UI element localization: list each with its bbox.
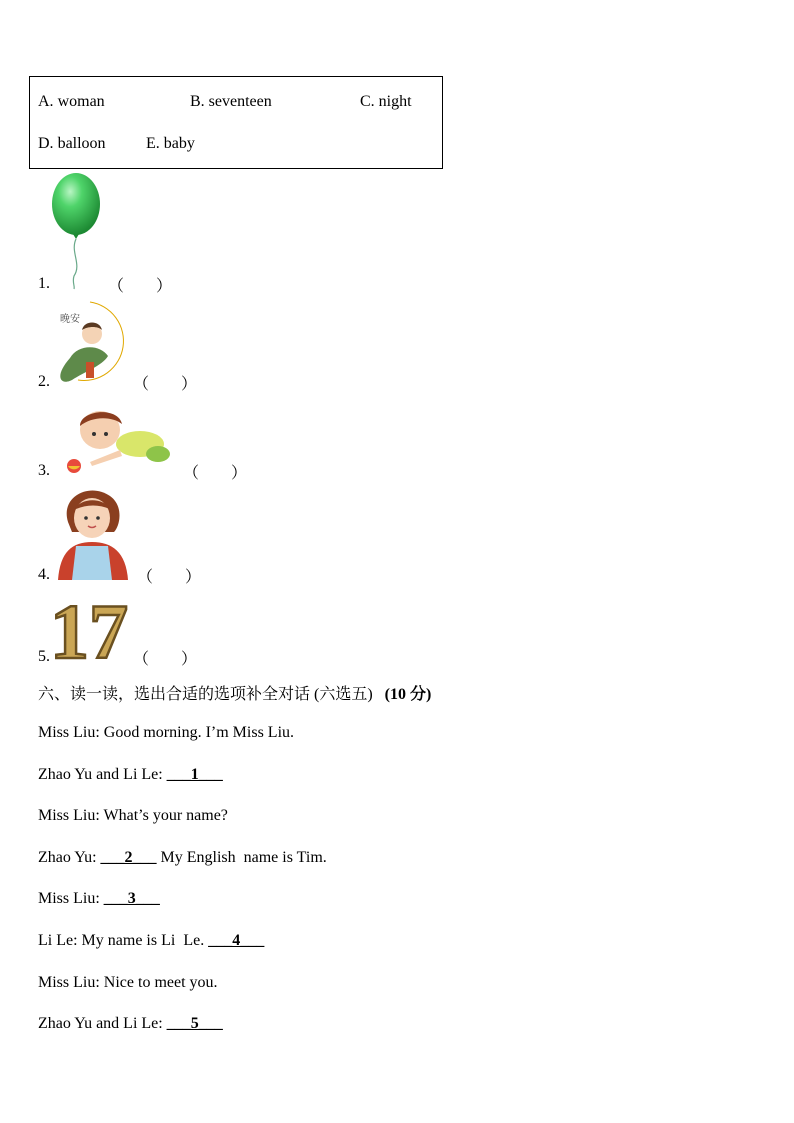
dialogue-line [38, 890, 160, 908]
answer-parentheses[interactable]: （ ） [183, 465, 248, 482]
option-letter: E. [146, 135, 160, 152]
dialogue-line [38, 974, 218, 992]
dialogue-line [38, 1015, 223, 1033]
option-word: balloon [57, 135, 106, 152]
option-b [190, 93, 272, 111]
line-text: What’s your name? [99, 807, 228, 824]
item-number: 2. [38, 373, 50, 390]
option-word: night [378, 93, 412, 110]
option-letter: D. [38, 135, 54, 152]
answer-parentheses[interactable]: （ ） [133, 651, 198, 668]
option-word: seventeen [208, 93, 272, 110]
option-c [360, 93, 412, 111]
option-letter: C. [360, 93, 375, 110]
moon-text: 晚安 [60, 314, 80, 325]
baby-picture [60, 404, 172, 476]
dialogue-line [38, 766, 223, 784]
option-e [146, 135, 195, 153]
dialogue-line [38, 724, 294, 742]
answer-parentheses[interactable]: （ ） [137, 569, 202, 586]
speaker: Zhao Yu and Li Le: [38, 766, 163, 783]
item-number: 4. [38, 566, 50, 583]
answer-parentheses[interactable]: （ ） [108, 278, 173, 295]
section-heading [38, 681, 431, 704]
option-letter: A. [38, 93, 54, 110]
option-word: woman [57, 93, 105, 110]
dialogue-line [38, 849, 327, 867]
item-number: 3. [38, 462, 50, 479]
option-a [38, 93, 105, 111]
section-title: 六、读一读，选出合适的选项补全对话 (六选五) [38, 686, 373, 703]
speaker: Zhao Yu: [38, 849, 97, 866]
item-number: 1. [38, 275, 50, 292]
number-seventeen-picture [50, 590, 130, 664]
speaker: Miss Liu: [38, 974, 100, 991]
answer-blank[interactable]: ___4___ [208, 932, 265, 949]
speaker: Miss Liu: [38, 724, 100, 741]
moon-child-picture [50, 300, 132, 388]
answer-blank[interactable]: ___2___ [100, 849, 157, 866]
dialogue-line [38, 807, 228, 825]
answer-blank[interactable]: ___1___ [166, 766, 223, 783]
line-text: Nice to meet you. [99, 974, 218, 991]
option-letter: B. [190, 93, 205, 110]
section-score: (10 分) [384, 686, 432, 703]
speaker: Zhao Yu and Li Le: [38, 1015, 163, 1032]
balloon-picture [50, 172, 104, 290]
line-after-text: My English name is Tim. [156, 849, 327, 866]
option-word: baby [163, 135, 195, 152]
answer-blank[interactable]: ___5___ [166, 1015, 223, 1032]
answer-blank[interactable]: ___3___ [103, 890, 160, 907]
number-text: 17 [50, 590, 128, 664]
line-text: My name is Li Le. [77, 932, 209, 949]
speaker: Miss Liu: [38, 807, 100, 824]
dialogue-line [38, 932, 264, 950]
speaker: Li Le: [38, 932, 78, 949]
item-number: 5. [38, 648, 50, 665]
option-d [38, 135, 106, 153]
line-text: Good morning. I’m Miss Liu. [99, 724, 295, 741]
answer-parentheses[interactable]: （ ） [133, 376, 198, 393]
woman-picture [54, 486, 132, 580]
word-options-box [29, 76, 443, 169]
speaker: Miss Liu: [38, 890, 100, 907]
